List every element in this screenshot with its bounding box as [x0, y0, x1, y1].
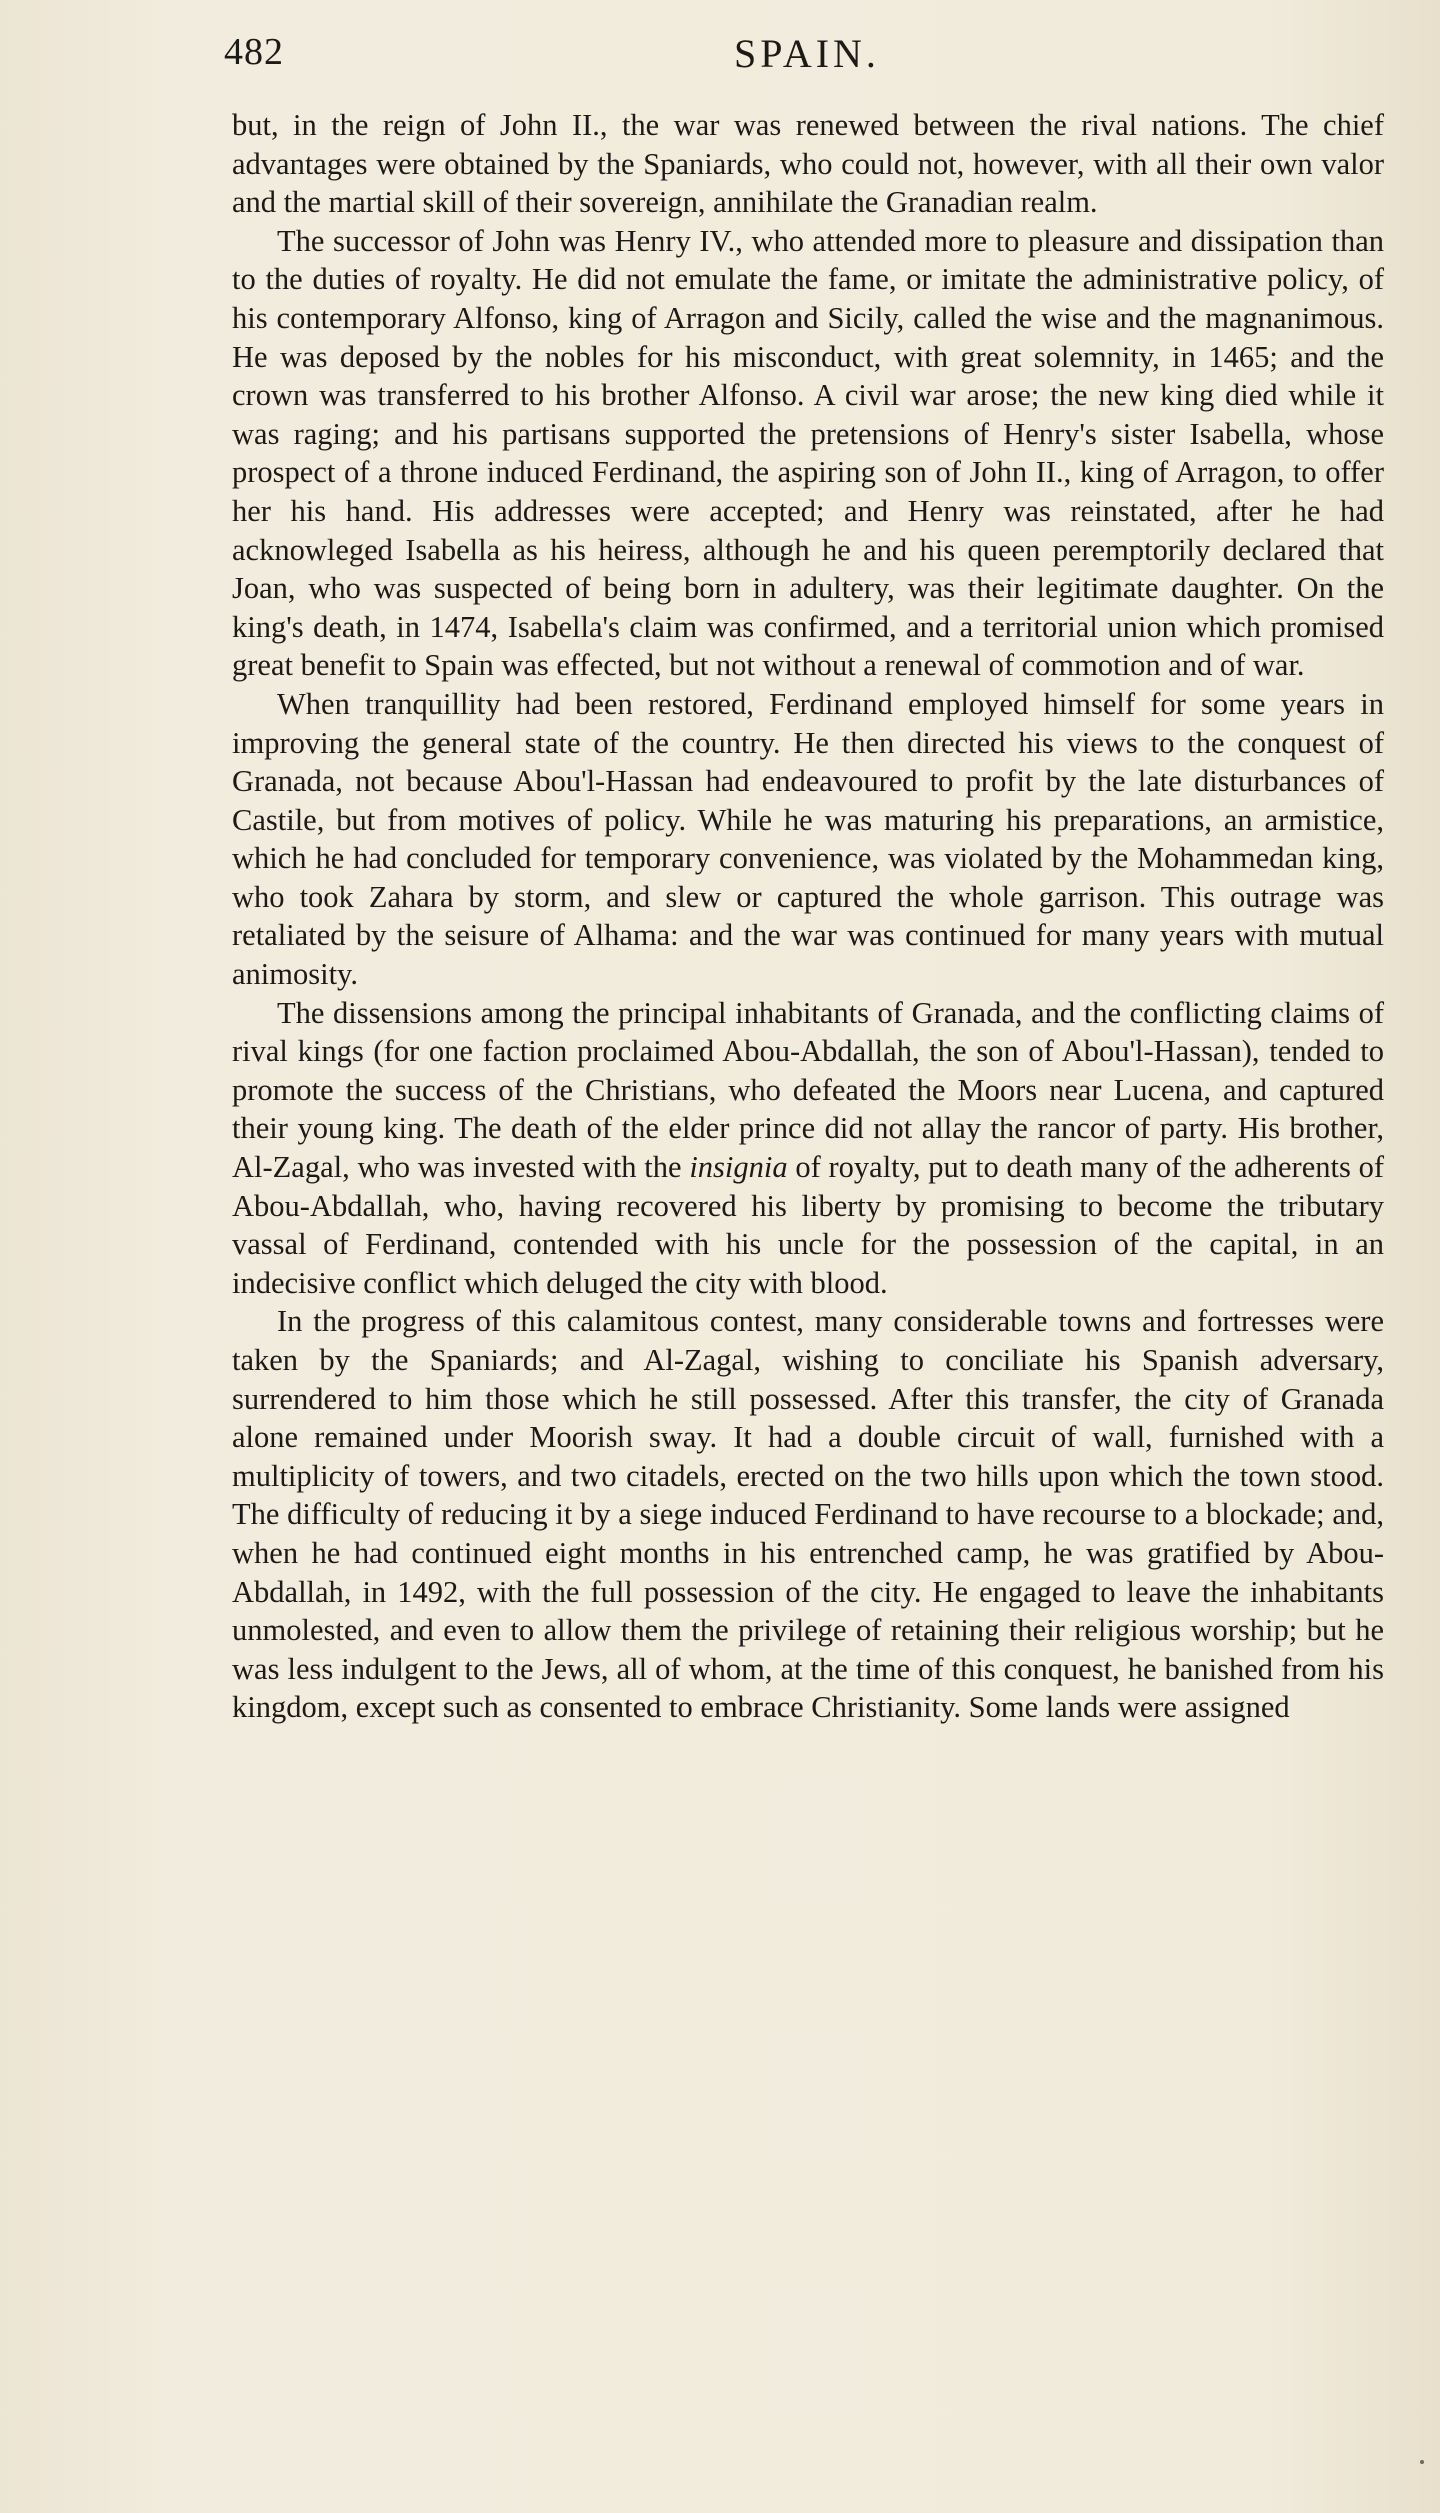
paragraph-dissensions-text-1: The dissensions among the principal inhabitants of Granada, and the conflicting claims of rival kings (for one faction proclaimed Abou-Abdallah, the son of Abou'l-Hassan), tended to promote the success of the Christians, who defeated the Moors near Lucena, and captured their young king. The death of the elder prince did not allay the rancor of party. His brother, Al-Zagal, who was invested with the [232, 995, 1384, 1185]
body-text [232, 106, 1384, 1727]
page-number: 482 [224, 31, 284, 73]
paragraph-dissensions [232, 994, 1384, 1303]
paragraph-continuation: but, in the reign of John II., the war was renewed between the rival nations. The chief advantages were obtained by the Spaniards, who could not, however, with all their own valor and the martial skill of their sovereign, annihilate the Granadian realm. [232, 108, 1384, 220]
paragraph-ferdinand-granada: When tranquillity had been restored, Ferdinand employed himself for some years in improving the general state of the country. He then directed his views to the conquest of Granada, not because Abou'l-Hassan had endeavoured to profit by the late disturbances of Castile, but from motives of policy. While he was maturing his preparations, an armistice, which he had concluded for temporary convenience, was violated by the Mohammedan king, who took Zahara by storm, and slew or captured the whole garrison. This outrage was retaliated by the seisure of Alhama: and the war was continued for many years with mutual animosity. [232, 686, 1384, 992]
paragraph-calamitous-contest: In the progress of this calamitous contest, many considerable towns and fortresses were taken by the Spaniards; and Al-Zagal, wishing to conciliate his Spanish adversary, surrendered to him those which he still possessed. After this transfer, the city of Granada alone remained under Moorish sway. It had a double circuit of wall, furnished with a multiplicity of towers, and two citadels, erected on the two hills upon which the town stood. The difficulty of reducing it by a siege induced Ferdinand to have recourse to a blockade; and, when he had continued eight months in his entrenched camp, he was gratified by Abou-Abdallah, in 1492, with the full possession of the city. He engaged to leave the inhabitants unmolested, and even to allow them the privilege of retaining their religious worship; but he was less indulgent to the Jews, all of whom, at the time of this conquest, he banished from his kingdom, except such as consented to embrace Christianity. Some lands were assigned [232, 1304, 1384, 1725]
paragraph-henry-iv: The successor of John was Henry IV., who attended more to pleasure and dissipation than to the duties of royalty. He did not emulate the fame, or imitate the administrative policy, of his contemporary Alfonso, king of Arragon and Sicily, called the wise and the magnanimous. He was deposed by the nobles for his misconduct, with great solemnity, in 1465; and the crown was transferred to his brother Alfonso. A civil war arose; the new king died while it was raging; and his partisans supported the pretensions of Henry's sister Isabella, whose prospect of a throne induced Ferdinand, the aspiring son of John II., king of Arragon, to offer her his hand. His addresses were accepted; and Henry was reinstated, after he had acknowleged Isabella as his heiress, although he and his queen peremptorily declared that Joan, who was suspected of being born in adultery, was their legitimate daughter. On the king's death, in 1474, Isabella's claim was confirmed, and a territorial union which promised great benefit to Spain was effected, but not without a renewal of commotion and of war. [232, 223, 1384, 683]
paragraph-dissensions-text-2: of royalty, put to death many of the adherents of Abou-Abdallah, who, having recovered his liberty by promising to become the tributary vassal of Ferdinand, contended with his uncle for the possession of the capital, in an indecisive conflict which deluged the city with blood. [232, 1150, 1385, 1300]
paper-speck [1420, 2460, 1424, 2464]
running-head: SPAIN. [734, 31, 880, 76]
italic-insignia: insignia [689, 1150, 788, 1185]
page-header [0, 30, 1440, 90]
